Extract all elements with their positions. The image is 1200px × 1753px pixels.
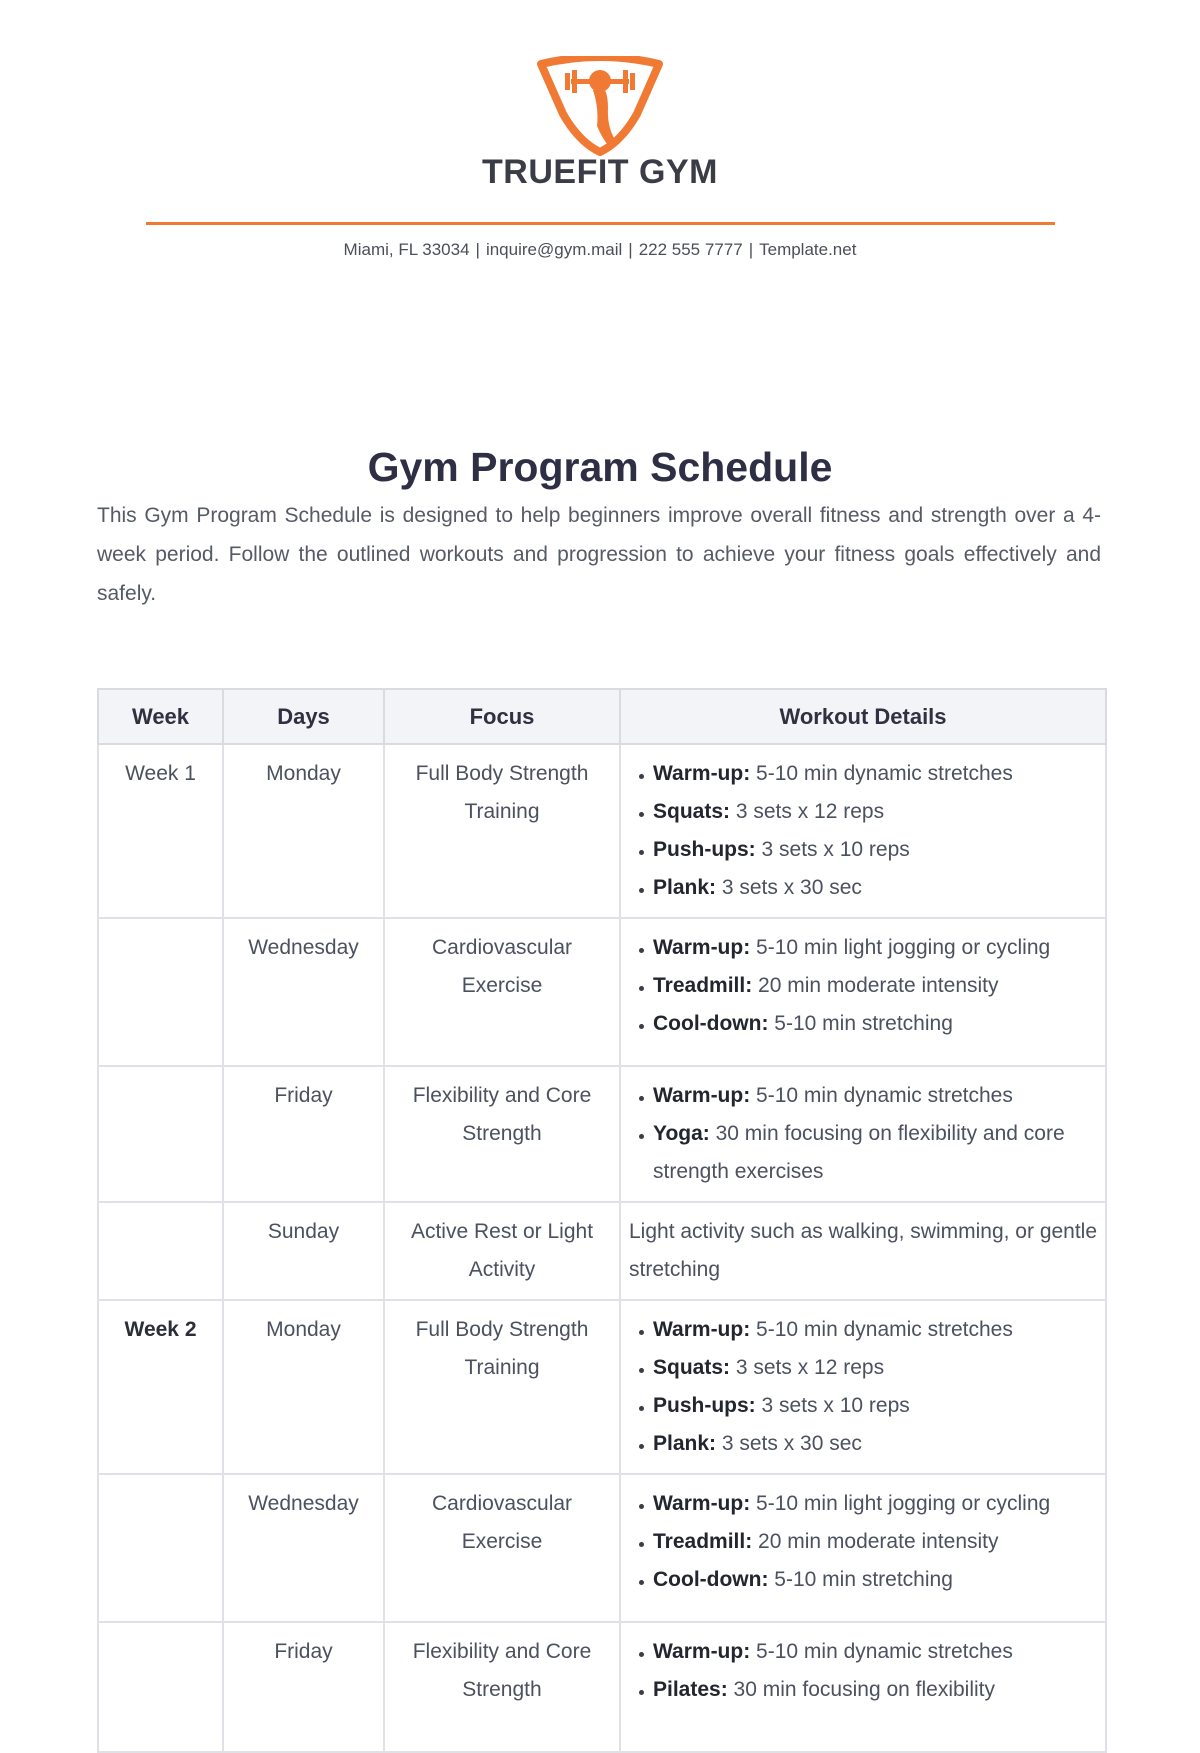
column-header-days: Days [223,689,384,744]
list-item [629,1671,1099,1709]
week-cell [98,1202,223,1300]
details-cell [620,1622,1106,1752]
column-header-details: Workout Details [620,689,1106,744]
item-text: 3 sets x 12 reps [730,1356,885,1379]
details-list [629,929,1099,1043]
contact-phone: 222 555 7777 [638,240,743,259]
item-label: Warm-up: [653,1492,751,1515]
table-row [98,1202,1106,1300]
details-cell [620,744,1106,918]
contact-address: Miami, FL 33034 [343,240,470,259]
brand-name: TRUEFIT GYM [482,153,718,191]
item-label: Yoga: [653,1122,710,1145]
day-cell: Wednesday [223,1474,384,1622]
table-row [98,1300,1106,1474]
item-label: Plank: [653,876,717,899]
header-divider [146,222,1055,225]
list-item [629,793,1099,831]
day-cell: Friday [223,1622,384,1752]
list-item [629,1077,1099,1115]
week-cell: Week 1 [98,744,223,918]
day-cell: Monday [223,1300,384,1474]
item-text: 3 sets x 12 reps [730,800,885,823]
list-item [629,1485,1099,1523]
item-label: Warm-up: [653,1640,751,1663]
item-label: Squats: [653,800,731,823]
list-item [629,929,1099,967]
item-text: 5-10 min stretching [768,1012,953,1035]
details-cell: Light activity such as walking, swimming, or gentle stretching [620,1202,1106,1300]
list-item [629,1523,1099,1561]
list-item [629,831,1099,869]
item-label: Treadmill: [653,1530,753,1553]
item-text: 5-10 min stretching [768,1568,953,1591]
item-label: Warm-up: [653,1084,751,1107]
list-item [629,1425,1099,1463]
schedule-table [97,688,1107,1753]
item-text: 20 min moderate intensity [752,1530,999,1553]
day-cell: Monday [223,744,384,918]
focus-cell: Cardiovascular Exercise [384,1474,620,1622]
list-item [629,1349,1099,1387]
week-cell [98,918,223,1066]
item-text: 3 sets x 10 reps [755,838,910,861]
focus-cell: Full Body Strength Training [384,744,620,918]
item-label: Warm-up: [653,936,751,959]
item-text: 20 min moderate intensity [752,974,999,997]
day-cell: Wednesday [223,918,384,1066]
week-cell [98,1066,223,1202]
day-cell: Sunday [223,1202,384,1300]
table-row [98,918,1106,1066]
item-label: Treadmill: [653,974,753,997]
item-text: 5-10 min light jogging or cycling [750,936,1051,959]
week-cell [98,1622,223,1752]
list-item [629,1561,1099,1599]
dumbbell-shield-logo-icon [535,56,665,156]
focus-cell: Flexibility and Core Strength [384,1066,620,1202]
details-cell [620,918,1106,1066]
details-list [629,1077,1099,1191]
item-text: 5-10 min dynamic stretches [750,1318,1013,1341]
list-item [629,1005,1099,1043]
item-label: Warm-up: [653,762,751,785]
details-list [629,1633,1099,1709]
list-item [629,755,1099,793]
list-item [629,1387,1099,1425]
item-text: 5-10 min light jogging or cycling [750,1492,1051,1515]
details-list [629,1485,1099,1599]
list-item [629,967,1099,1005]
contact-separator: | [628,240,633,259]
item-label: Plank: [653,1432,717,1455]
focus-cell: Full Body Strength Training [384,1300,620,1474]
week-cell [98,1474,223,1622]
intro-paragraph: This Gym Program Schedule is designed to help beginners improve overall fitness and strength over a 4-week period. Follow the outlined workouts and progression to achieve your fitness goals effectively and safely. [97,504,1101,605]
item-text: 5-10 min dynamic stretches [750,762,1013,785]
item-label: Cool-down: [653,1012,769,1035]
item-label: Warm-up: [653,1318,751,1341]
list-item [629,869,1099,907]
item-label: Push-ups: [653,838,756,861]
contact-email: inquire@gym.mail [485,240,623,259]
item-text: 30 min focusing on flexibility [727,1678,996,1701]
contact-line [0,240,1200,260]
list-item [629,1311,1099,1349]
details-cell [620,1066,1106,1202]
item-text: 5-10 min dynamic stretches [750,1084,1013,1107]
item-label: Cool-down: [653,1568,769,1591]
item-label: Squats: [653,1356,731,1379]
list-item [629,1633,1099,1671]
table-row [98,1066,1106,1202]
contact-separator: | [748,240,754,259]
details-cell [620,1474,1106,1622]
table-row [98,1474,1106,1622]
item-label: Pilates: [653,1678,728,1701]
item-text: 5-10 min dynamic stretches [750,1640,1013,1663]
focus-cell: Flexibility and Core Strength [384,1622,620,1752]
table-row [98,744,1106,918]
contact-website: Template.net [759,240,857,259]
item-text: 3 sets x 10 reps [755,1394,910,1417]
details-cell [620,1300,1106,1474]
item-text: 30 min focusing on flexibility and core strength exercises [653,1122,1065,1183]
focus-cell: Cardiovascular Exercise [384,918,620,1066]
table-row [98,1622,1106,1752]
item-text: 3 sets x 30 sec [716,1432,862,1455]
contact-separator: | [475,240,480,259]
item-text: 3 sets x 30 sec [716,876,862,899]
column-header-week: Week [98,689,223,744]
week-cell: Week 2 [98,1300,223,1474]
details-list [629,755,1099,907]
list-item [629,1115,1099,1191]
table-header-row [98,689,1106,744]
details-list [629,1311,1099,1463]
column-header-focus: Focus [384,689,620,744]
page-title: Gym Program Schedule [367,444,833,490]
focus-cell: Active Rest or Light Activity [384,1202,620,1300]
day-cell: Friday [223,1066,384,1202]
item-label: Push-ups: [653,1394,756,1417]
